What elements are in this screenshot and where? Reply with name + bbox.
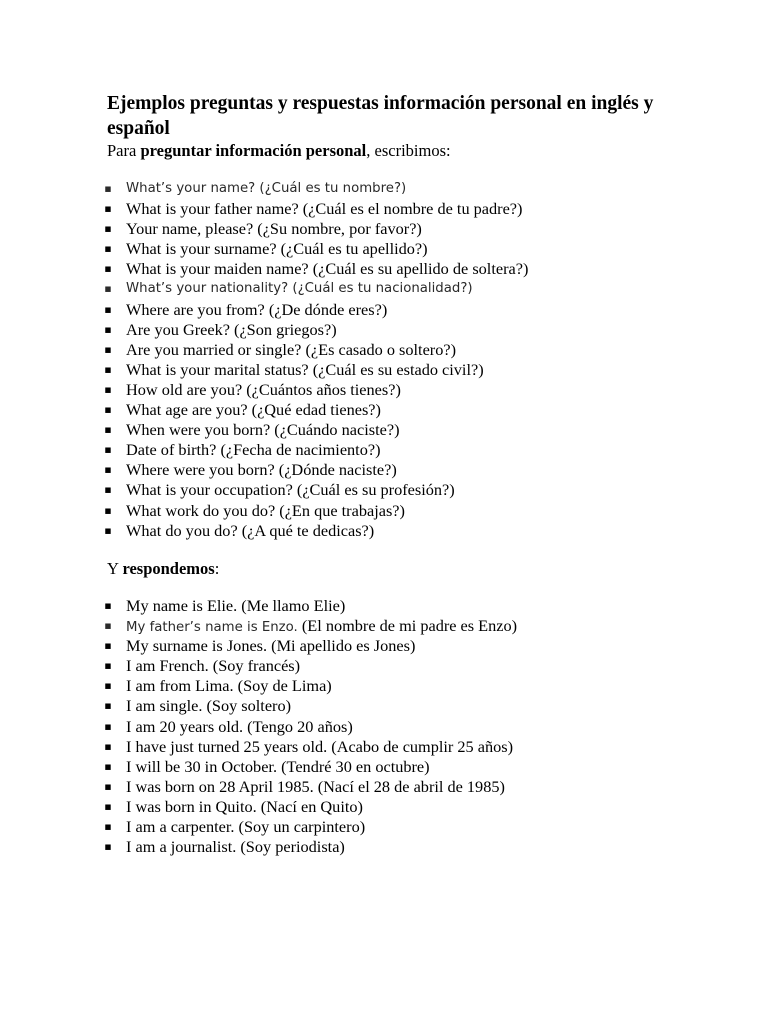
answer-item-text: I am a carpenter. (Soy un carpintero) [126,817,366,837]
answer-item-text: I have just turned 25 years old. (Acabo de cumplir 25 años) [126,736,514,756]
bullet-icon: ▪ [104,222,112,236]
intro-prefix: Para [107,141,141,160]
bullet-icon: ▪ [104,423,112,437]
answer-item-text: I am a journalist. (Soy periodista) [126,837,345,857]
bullet-icon: ▪ [104,463,112,477]
bullet-icon: ▪ [104,403,112,417]
question-item-text: Where were you born? (¿Dónde naciste?) [126,460,397,480]
answer-item-text: I am 20 years old. (Tengo 20 años) [126,716,353,736]
answer-item-text: My surname is Jones. (Mi apellido es Jones) [126,636,416,656]
answer-item-text: My father’s name is Enzo. [126,620,298,636]
answer-item [0,717,517,737]
question-item [0,179,528,199]
answer-item-text: I am single. (Soy soltero) [126,696,292,716]
answer-item-text: I will be 30 in October. (Tendré 30 en octubre) [126,756,430,776]
answer-item [0,777,517,797]
bullet-icon: ▪ [104,599,112,612]
bullet-icon: ▪ [104,362,112,376]
question-item-text: What work do you do? (¿En que trabajas?) [126,500,405,520]
question-item [0,320,528,340]
question-item-text: Where are you from? (¿De dónde eres?) [126,299,388,319]
answer-item-text: I am from Lima. (Soy de Lima) [126,676,332,696]
question-item-text: What is your father name? (¿Cuál es el nombre de tu padre?) [126,199,523,219]
question-item [0,400,528,420]
question-item-text: Date of birth? (¿Fecha de nacimiento?) [126,440,381,460]
question-item [0,300,528,320]
question-item [0,279,528,299]
answer-item [0,656,517,676]
bullet-icon: ▪ [104,443,112,457]
question-item-text: When were you born? (¿Cuándo naciste?) [126,420,400,440]
bullet-icon: ▪ [104,503,112,517]
answer-item-text: My name is Elie. (Me llamo Elie) [126,596,346,615]
bullet-icon: ▪ [104,619,112,633]
question-item-text: What’s your name? (¿Cuál es tu nombre?) [126,181,407,196]
bullet-icon: ▪ [104,820,112,834]
bullet-icon: ▪ [104,342,112,356]
bullet-icon: ▪ [104,799,112,813]
answer-item [0,696,517,716]
bullet-icon: ▪ [104,523,112,537]
intro-line [107,141,451,161]
question-item [0,521,528,541]
question-item-text: What age are you? (¿Qué edad tienes?) [126,400,381,420]
answer-item [0,596,517,616]
intro-emphasis: preguntar información personal [140,141,367,160]
question-item-text: Are you Greek? (¿Son griegos?) [126,319,337,339]
answer-item-text: I was born in Quito. (Nací en Quito) [126,796,363,816]
bullet-icon: ▪ [104,382,112,396]
bullet-icon: ▪ [104,659,112,673]
question-item-text: What is your marital status? (¿Cuál es su estado civil?) [126,359,484,379]
question-item [0,199,528,219]
bullet-icon: ▪ [104,483,112,497]
answer-item-tail: (El nombre de mi padre es Enzo) [297,616,518,636]
bullet-icon: ▪ [104,182,112,195]
question-item [0,460,528,480]
question-item [0,501,528,521]
bullet-icon: ▪ [104,202,112,216]
question-item [0,440,528,460]
bullet-icon: ▪ [104,302,112,316]
intro-suffix: , escribimos: [366,141,451,160]
question-item-text: What’s your nationality? (¿Cuál es tu nacionalidad?) [126,281,473,297]
answer-item [0,676,517,696]
bullet-icon: ▪ [104,779,112,793]
answer-item-text: I was born on 28 April 1985. (Nací el 28 de abril de 1985) [126,776,505,796]
bullet-icon: ▪ [104,739,112,753]
answer-item [0,616,517,636]
question-item [0,480,528,500]
question-item [0,340,528,360]
question-item-text: What is your surname? (¿Cuál es tu apellido?) [126,239,428,259]
question-item [0,380,528,400]
question-item [0,420,528,440]
respond-prefix: Y [107,559,123,578]
question-item [0,360,528,380]
answer-item [0,757,517,777]
respond-line [107,559,219,579]
bullet-icon: ▪ [104,322,112,336]
answer-item [0,636,517,656]
questions-list [0,179,528,541]
answers-list [0,596,517,857]
bullet-icon: ▪ [104,242,112,256]
question-item [0,239,528,259]
respond-emphasis: respondemos [122,559,215,578]
respond-suffix: : [214,559,220,578]
question-item-text: How old are you? (¿Cuántos años tienes?) [126,379,401,399]
answer-item [0,837,517,857]
question-item-text: Your name, please? (¿Su nombre, por favor?) [126,219,422,239]
question-item [0,259,528,279]
bullet-icon: ▪ [104,840,112,854]
bullet-icon: ▪ [104,699,112,713]
document-title: Ejemplos preguntas y respuestas información personal en inglés y español [107,93,654,139]
answer-item-text: I am French. (Soy francés) [126,656,301,676]
question-item-text: What is your occupation? (¿Cuál es su profesión?) [126,480,455,500]
bullet-icon: ▪ [104,679,112,693]
question-item-text: What do you do? (¿A qué te dedicas?) [126,520,375,540]
bullet-icon: ▪ [104,759,112,773]
question-item [0,219,528,239]
bullet-icon: ▪ [104,282,112,296]
question-item-text: Are you married or single? (¿Es casado o soltero?) [126,339,457,359]
bullet-icon: ▪ [104,262,112,276]
answer-item [0,737,517,757]
bullet-icon: ▪ [104,719,112,733]
answer-item [0,817,517,837]
answer-item [0,797,517,817]
question-item-text: What is your maiden name? (¿Cuál es su apellido de soltera?) [126,259,529,279]
bullet-icon: ▪ [104,639,112,653]
